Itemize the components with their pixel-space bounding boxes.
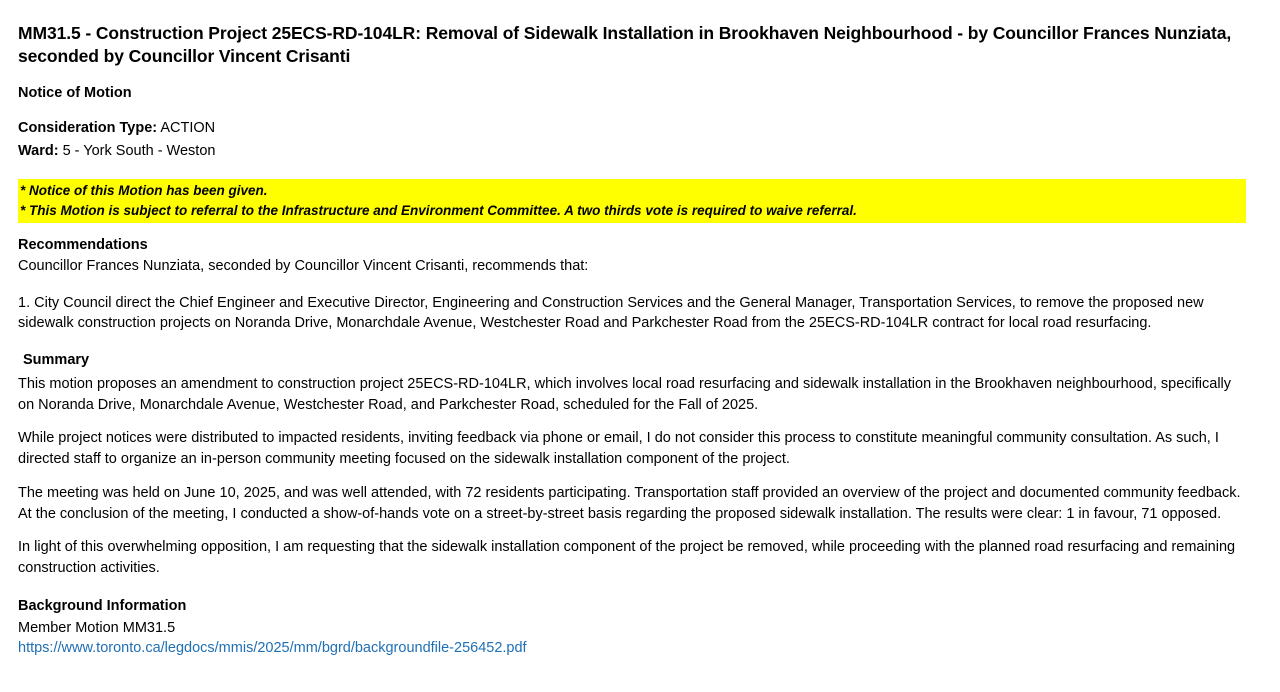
summary-heading: Summary — [23, 351, 90, 368]
ward-value: 5 - York South - Weston — [62, 142, 216, 159]
page-title: MM31.5 - Construction Project 25ECS-RD-104LR: Removal of Sidewalk Installation in Brookhaven Neighbourhood - by Councillor Frances Nunziata, seconded by Councillor Vincent Crisanti — [18, 23, 1232, 67]
consideration-type-label: Consideration Type: — [18, 120, 158, 137]
ward-label: Ward: — [18, 142, 59, 159]
motion-metadata — [18, 117, 1246, 162]
recommendation-item-1: 1. City Council direct the Chief Engineer and Executive Director, Engineering and Construction Services and the General Manager, Transportation Services, to remove the proposed new sidewalk construction projects on Noranda Drive, Monarchdale Avenue, Westchester Road and Parkchester Road from the 25ECS-RD-104LR contract for local road resurfacing. — [18, 294, 1204, 332]
summary-paragraph-3: The meeting was held on June 10, 2025, and was well attended, with 72 residents participating. Transportation staff provided an overview of the project and documented community feedback. At the conclusion of the meeting, I conducted a show-of-hands vote on a street-by-street basis regarding the proposed sidewalk installation. The results were clear: 1 in favour, 71 opposed. — [18, 484, 1241, 522]
background-item-label: Member Motion MM31.5 — [18, 619, 176, 636]
notice-of-motion-heading: Notice of Motion — [18, 85, 132, 102]
background-file-link[interactable]: https://www.toronto.ca/legdocs/mmis/2025/mm/bgrd/backgroundfile-256452.pdf — [18, 640, 527, 657]
recommendations-heading: Recommendations — [18, 237, 148, 254]
consideration-type-row — [18, 117, 1246, 139]
notice-line-1: * Notice of this Motion has been given. — [20, 183, 268, 199]
notice-line-2: * This Motion is subject to referral to the Infrastructure and Environment Committee. A two thirds vote is required to waive referral. — [20, 202, 857, 218]
summary-paragraph-1: This motion proposes an amendment to construction project 25ECS-RD-104LR, which involves local road resurfacing and sidewalk installation in the Brookhaven neighbourhood, specifically on Noranda Drive, Monarchdale Avenue, Westchester Road, and Parkchester Road, scheduled for the Fall of 2025. — [18, 375, 1232, 413]
ward-row — [18, 140, 1246, 162]
notice-highlight-box — [18, 179, 1246, 223]
background-information-heading: Background Information — [18, 597, 187, 614]
consideration-type-value: ACTION — [160, 120, 216, 137]
summary-paragraph-4: In light of this overwhelming opposition, I am requesting that the sidewalk installation component of the project be removed, while proceeding with the planned road resurfacing and remaining construction activities. — [18, 539, 1236, 577]
summary-paragraph-2: While project notices were distributed to impacted residents, inviting feedback via phone or email, I do not consider this process to constitute meaningful community consultation. As such, I directed staff to organize an in-person community meeting focused on the sidewalk installation component of the project. — [18, 430, 1219, 468]
recommendations-intro: Councillor Frances Nunziata, seconded by Councillor Vincent Crisanti, recommends that: — [18, 258, 589, 275]
